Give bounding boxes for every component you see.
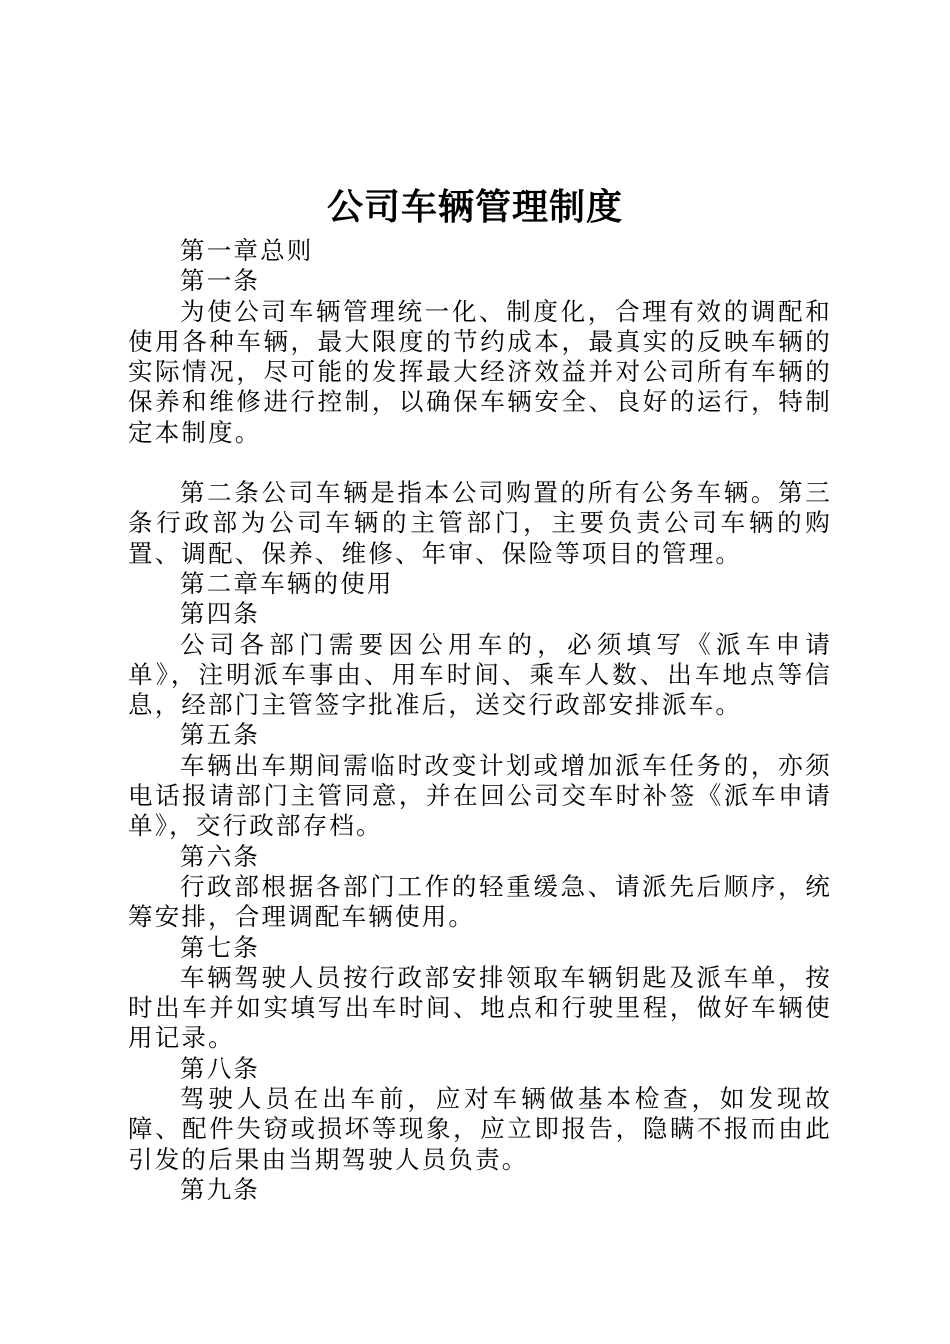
article-paragraph: 为使公司车辆管理统一化、制度化，合理有效的调配和使用各种车辆，最大限度的节约成本，最真实的反映车辆的实际情况，尽可能的发挥最大经济效益并对公司所有车辆的保养和维修进行控制，以确保车辆安全、良好的运行，特制定本制度。 bbox=[128, 296, 832, 447]
article-heading: 第五条 bbox=[180, 720, 261, 750]
document-title: 公司车辆管理制度 bbox=[326, 187, 623, 228]
article-heading: 第六条 bbox=[180, 841, 261, 871]
article-paragraph: 车辆驾驶人员按行政部安排领取车辆钥匙及派车单，按时出车并如实填写出车时间、地点和行驶里程，做好车辆使用记录。 bbox=[128, 962, 832, 1053]
article-heading: 第四条 bbox=[180, 599, 261, 629]
article-paragraph: 车辆出车期间需临时改变计划或增加派车任务的，亦须电话报请部门主管同意，并在回公司交车时补签《派车申请单》，交行政部存档。 bbox=[128, 750, 832, 841]
document-body bbox=[128, 236, 832, 1205]
article-paragraph: 驾驶人员在出车前，应对车辆做基本检查，如发现故障、配件失窃或损坏等现象，应立即报告，隐瞒不报而由此引发的后果由当期驾驶人员负责。 bbox=[128, 1084, 832, 1174]
chapter-heading: 第一章总则 bbox=[180, 236, 314, 265]
article-heading: 第九条 bbox=[180, 1174, 261, 1204]
article-paragraph: 第二条公司车辆是指本公司购置的所有公务车辆。第三条行政部为公司车辆的主管部门，主要负责公司车辆的购置、调配、保养、维修、年审、保险等项目的管理。 bbox=[128, 478, 832, 568]
article-paragraph: 行政部根据各部门工作的轻重缓急、请派先后顺序，统筹安排，合理调配车辆使用。 bbox=[128, 871, 832, 932]
paragraph-spacer bbox=[128, 448, 832, 478]
article-heading: 第七条 bbox=[180, 932, 261, 962]
article-paragraph: 公司各部门需要因公用车的，必须填写《派车申请单》，注明派车事由、用车时间、乘车人数、出车地点等信息，经部门主管签字批准后，送交行政部安排派车。 bbox=[128, 629, 832, 720]
article-heading: 第八条 bbox=[180, 1053, 261, 1083]
article-heading: 第一条 bbox=[180, 266, 261, 296]
chapter-heading: 第二章车辆的使用 bbox=[180, 568, 394, 598]
